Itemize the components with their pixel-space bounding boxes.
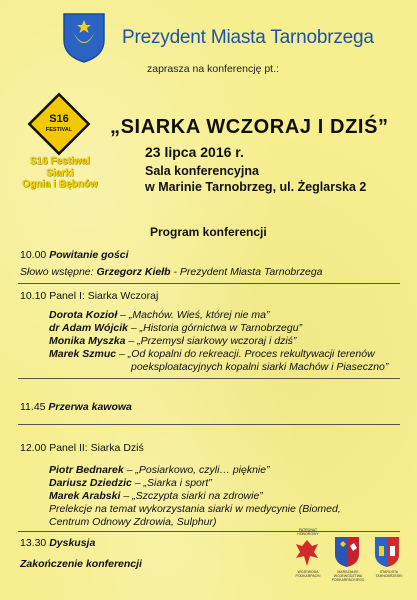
speaker-name: Marek Szmuc <box>49 348 117 360</box>
break-name: Przerwa kawowa <box>48 401 132 413</box>
festival-road-sign-icon <box>27 92 91 156</box>
talk-title: – „Szczypta siarki na zdrowie” <box>123 490 263 502</box>
welcome-speech <box>20 266 323 279</box>
header-title: Prezydent Miasta Tarnobrzega <box>122 27 374 48</box>
divider <box>18 283 400 284</box>
panel2-item-note <box>49 503 341 516</box>
patron-logos <box>288 528 410 592</box>
logo-1-label: WOJEWODA PODKARPACKI <box>295 570 321 578</box>
panel1-item-continued <box>131 361 388 374</box>
talk-title: – „Siarka i sport” <box>134 477 212 489</box>
venue-line-1: Sala konferencyjna <box>145 164 259 178</box>
session-name: Powitanie gości <box>49 249 129 261</box>
break-time: 11.45 <box>20 401 46 413</box>
speaker-name: Monika Myszka <box>49 335 126 347</box>
conference-venue <box>145 163 366 195</box>
patron-label: PATRONAT HONOROWY <box>297 528 319 536</box>
panel2-item <box>49 490 263 503</box>
logo-2-label: MARSZAŁEK WOJEWÓDZTWA PODKARPACKIEGO <box>331 570 365 582</box>
county-shield-icon <box>374 536 400 568</box>
talk-title: – „Od kopalni do rekreacji. Proces rekultywacji terenów <box>119 348 375 360</box>
session-welcome <box>20 249 129 262</box>
festival-line-3: Ognia i Bębnów <box>22 179 98 190</box>
speaker-name: Dariusz Dziedzic <box>49 477 132 489</box>
panel2-item <box>49 477 212 490</box>
podkarpackie-shield-icon <box>334 536 360 568</box>
speaker-name: Piotr Bednarek <box>49 464 124 476</box>
discussion-name: Dyskusja <box>49 537 96 549</box>
panel2-item-note <box>49 516 216 529</box>
invite-text: zaprasza na konferencję pt.: <box>147 63 279 75</box>
welcome-role: - Prezydent Miasta Tarnobrzega <box>173 266 323 278</box>
session-time: 10.00 <box>20 249 47 261</box>
eagle-emblem-icon <box>294 538 320 568</box>
speaker-name: dr Adam Wójcik <box>49 322 128 334</box>
festival-sign-top: S16 <box>49 113 69 125</box>
tarnobrzeg-crest-icon <box>62 12 106 64</box>
festival-line-2: Siarki <box>46 167 74 179</box>
speaker-name: Dorota Kozioł <box>49 309 118 321</box>
panel2-header: 12.00 Panel II: Siarka Dziś <box>20 442 144 454</box>
venue-line-2: w Marinie Tarnobrzeg, ul. Żeglarska 2 <box>145 180 367 194</box>
closing-text: Zakończenie konferencji <box>20 558 142 570</box>
panel1-header: 10.10 Panel I: Siarka Wczoraj <box>20 290 159 302</box>
talk-title: Centrum Odnowy Zdrowia, Sulphur) <box>49 516 217 528</box>
panel1-item <box>49 322 302 335</box>
speaker-name: Marek Arabski <box>49 490 121 502</box>
welcome-speaker: Grzegorz Kiełb <box>96 266 171 278</box>
logo-3-label: STAROSTA TARNOBRZESKI <box>375 570 403 578</box>
welcome-label: Słowo wstępne: <box>20 266 94 278</box>
festival-sign-bottom: FESTIVAL <box>45 127 73 133</box>
festival-name <box>12 156 108 191</box>
coffee-break <box>20 401 132 414</box>
talk-title: – „Posiarkowo, czyli… pięknie” <box>126 464 270 476</box>
panel1-item <box>49 335 296 348</box>
talk-title: poeksploatacyjnych kopalni siarki Machów i Piaseczno” <box>131 361 389 373</box>
panel2-item <box>49 464 270 477</box>
discussion-time: 13.30 <box>20 537 47 549</box>
talk-title: Prelekcje na temat wykorzystania siarki w medycynie (Biomed, <box>49 503 341 515</box>
panel1-item <box>49 309 269 322</box>
panel1-item <box>49 348 375 361</box>
divider <box>18 378 400 379</box>
discussion <box>20 537 95 550</box>
talk-title: – „Machów. Wieś, której nie ma” <box>120 309 270 321</box>
festival-line-1: S16 Festiwal <box>29 156 91 167</box>
talk-title: – „Historia górnictwa w Tarnobrzegu” <box>130 322 303 334</box>
divider <box>18 424 400 425</box>
conference-title: „SIARKA WCZORAJ I DZIŚ” <box>110 116 389 138</box>
talk-title: – „Przemysł siarkowy wczoraj i dziś” <box>128 335 297 347</box>
program-title: Program konferencji <box>150 225 267 239</box>
conference-date: 23 lipca 2016 r. <box>145 144 244 160</box>
closing <box>20 558 142 571</box>
